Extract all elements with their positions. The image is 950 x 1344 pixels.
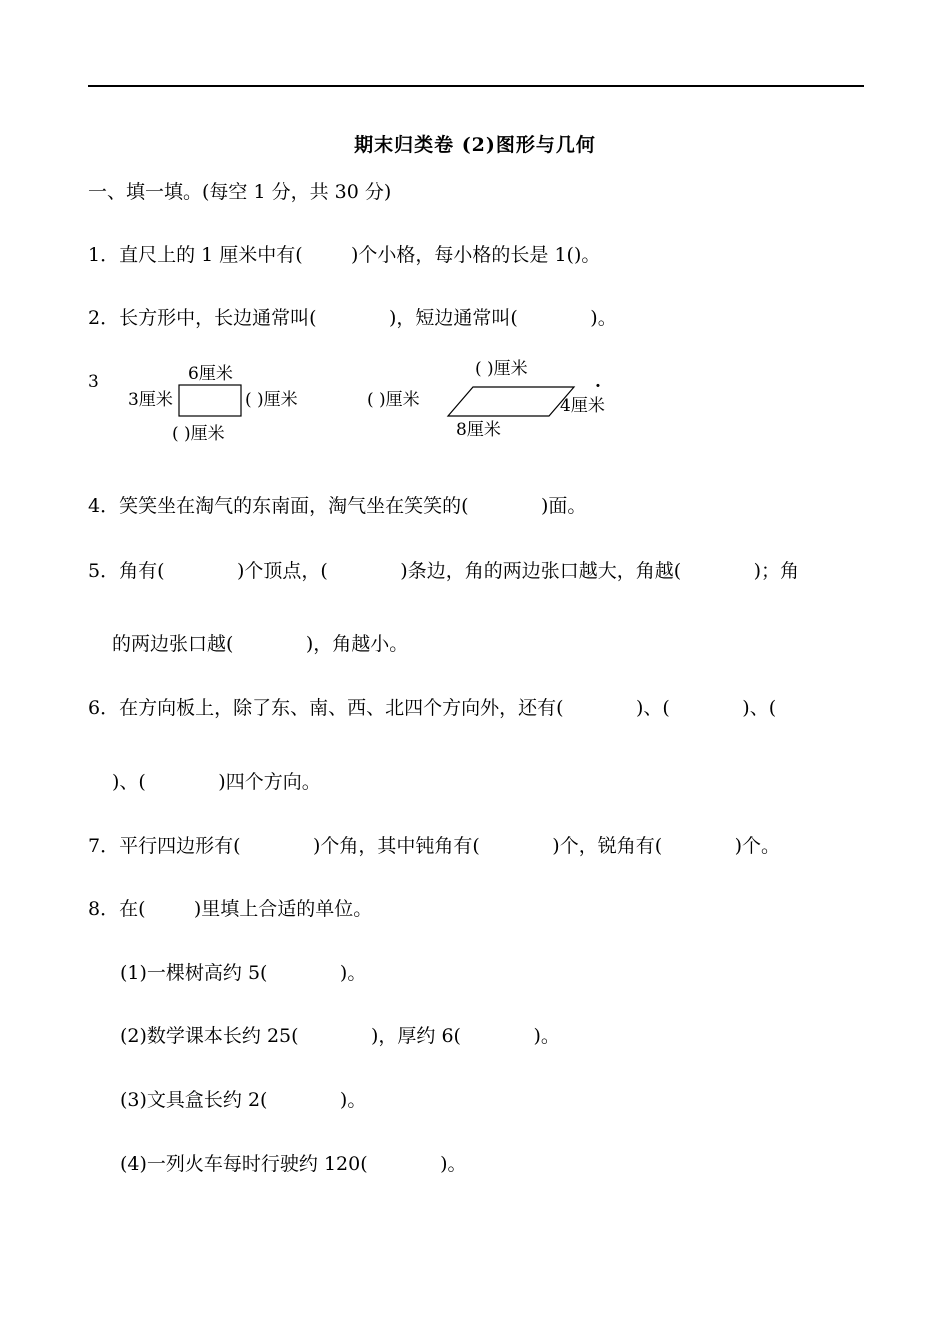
rectangle-shape bbox=[179, 385, 241, 416]
question-8: 8．在( )里填上合适的单位。 bbox=[88, 898, 373, 920]
rect-bottom-label: ( )厘米 bbox=[172, 424, 225, 444]
question-8-item-2: (2)数学课本长约 25( )，厚约 6( )。 bbox=[120, 1025, 560, 1047]
page-title: 期末归类卷 (2)图形与几何 bbox=[354, 134, 596, 156]
question-8-item-1: (1)一棵树高约 5( )。 bbox=[120, 962, 367, 984]
rect-top-label: 6厘米 bbox=[188, 364, 233, 384]
question-2: 2．长方形中，长边通常叫( )，短边通常叫( )。 bbox=[88, 307, 617, 329]
question-5-line-1: 5．角有( )个顶点，( )条边，角的两边张口越大，角越( )；角 bbox=[88, 560, 799, 582]
question-3-figure bbox=[80, 355, 640, 455]
question-5-line-2: 的两边张口越( )，角越小。 bbox=[112, 633, 409, 655]
rect-left-label: 3厘米 bbox=[128, 390, 173, 410]
para-bottom-label: 8厘米 bbox=[456, 420, 501, 440]
question-7: 7．平行四边形有( )个角，其中钝角有( )个，锐角有( )个。 bbox=[88, 835, 780, 857]
para-top-label: ( )厘米 bbox=[475, 359, 528, 379]
section-heading: 一、填一填。(每空 1 分，共 30 分) bbox=[88, 181, 392, 203]
question-6-line-2: )、( )四个方向。 bbox=[112, 771, 321, 793]
question-8-item-3: (3)文具盒长约 2( )。 bbox=[120, 1089, 367, 1111]
question-3-end-mark: . bbox=[595, 372, 601, 392]
question-3-number: 3 bbox=[88, 372, 99, 392]
para-left-label: ( )厘米 bbox=[367, 390, 420, 410]
question-6-line-1: 6．在方向板上，除了东、南、西、北四个方向外，还有( )、( )、( bbox=[88, 697, 777, 719]
header-rule bbox=[88, 85, 864, 87]
question-4: 4．笑笑坐在淘气的东南面，淘气坐在笑笑的( )面。 bbox=[88, 495, 587, 517]
question-1: 1．直尺上的 1 厘米中有( )个小格，每小格的长是 1()。 bbox=[88, 244, 601, 266]
rect-right-label: ( )厘米 bbox=[245, 390, 298, 410]
parallelogram-shape bbox=[448, 387, 574, 416]
question-8-item-4: (4)一列火车每时行驶约 120( )。 bbox=[120, 1153, 467, 1175]
para-right-label: 4厘米 bbox=[560, 396, 605, 416]
